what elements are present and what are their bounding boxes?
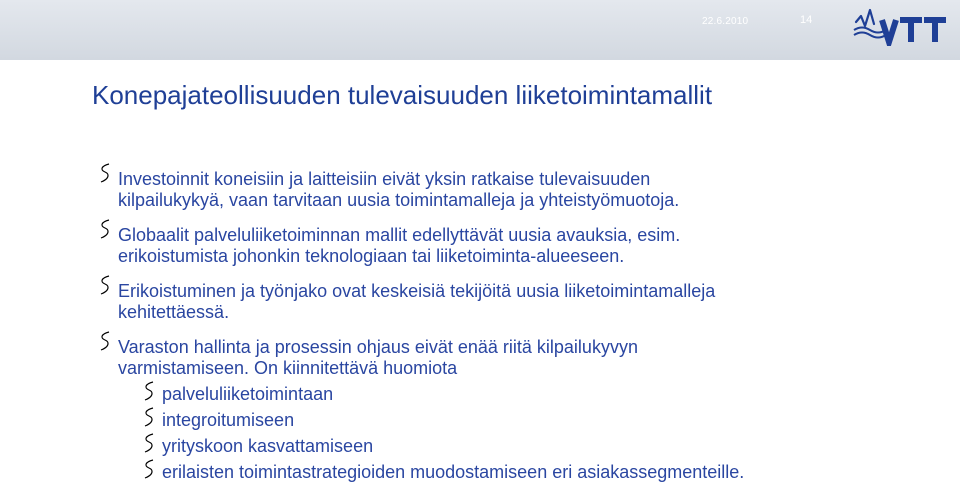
sub-item-3: yrityskoon kasvattamiseen — [162, 436, 374, 456]
bullet-icon — [98, 218, 112, 240]
slide-title: Konepajateollisuuden tulevaisuuden liiketoimintamallit — [92, 80, 713, 110]
bullet-3-line-1: Erikoistuminen ja työnjako ovat keskeisiä tekijöitä uusia liiketoimintamalleja — [118, 281, 716, 301]
sub-bullet-icon — [142, 406, 156, 428]
bullet-2-line-2: erikoistumista johonkin teknologiaan tai liiketoiminta-alueeseen. — [118, 246, 625, 266]
bullet-icon — [98, 274, 112, 296]
sub-bullet-icon — [142, 380, 156, 402]
bullet-3-line-2: kehitettäessä. — [118, 302, 230, 322]
sub-item-1: palveluliiketoimintaan — [162, 384, 334, 404]
bullet-icon — [98, 330, 112, 352]
sub-item-4: erilaisten toimintastrategioiden muodostamiseen eri asiakassegmenteille. — [162, 462, 745, 482]
bullet-icon — [98, 162, 112, 184]
bullet-4-line-2: varmistamiseen. On kiinnitettävä huomiota — [118, 358, 458, 378]
bullet-1-line-2: kilpailukykyä, vaan tarvitaan uusia toimintamalleja ja yhteistyömuotoja. — [118, 190, 680, 210]
bullet-1-line-1: Investoinnit koneisiin ja laitteisiin eivät yksin ratkaise tulevaisuuden — [118, 169, 651, 189]
slide-date: 22.6.2010 — [702, 16, 749, 27]
bullet-4-line-1: Varaston hallinta ja prosessin ohjaus eivät enää riitä kilpailukyvyn — [118, 337, 638, 357]
sub-item-2: integroitumiseen — [162, 410, 295, 430]
header-bar — [0, 0, 960, 60]
sub-bullet-icon — [142, 432, 156, 454]
vtt-logo-icon — [852, 6, 948, 46]
bullet-2-line-1: Globaalit palveluliiketoiminnan mallit edellyttävät uusia avauksia, esim. — [118, 225, 681, 245]
sub-bullet-icon — [142, 458, 156, 480]
page-number: 14 — [800, 14, 813, 26]
